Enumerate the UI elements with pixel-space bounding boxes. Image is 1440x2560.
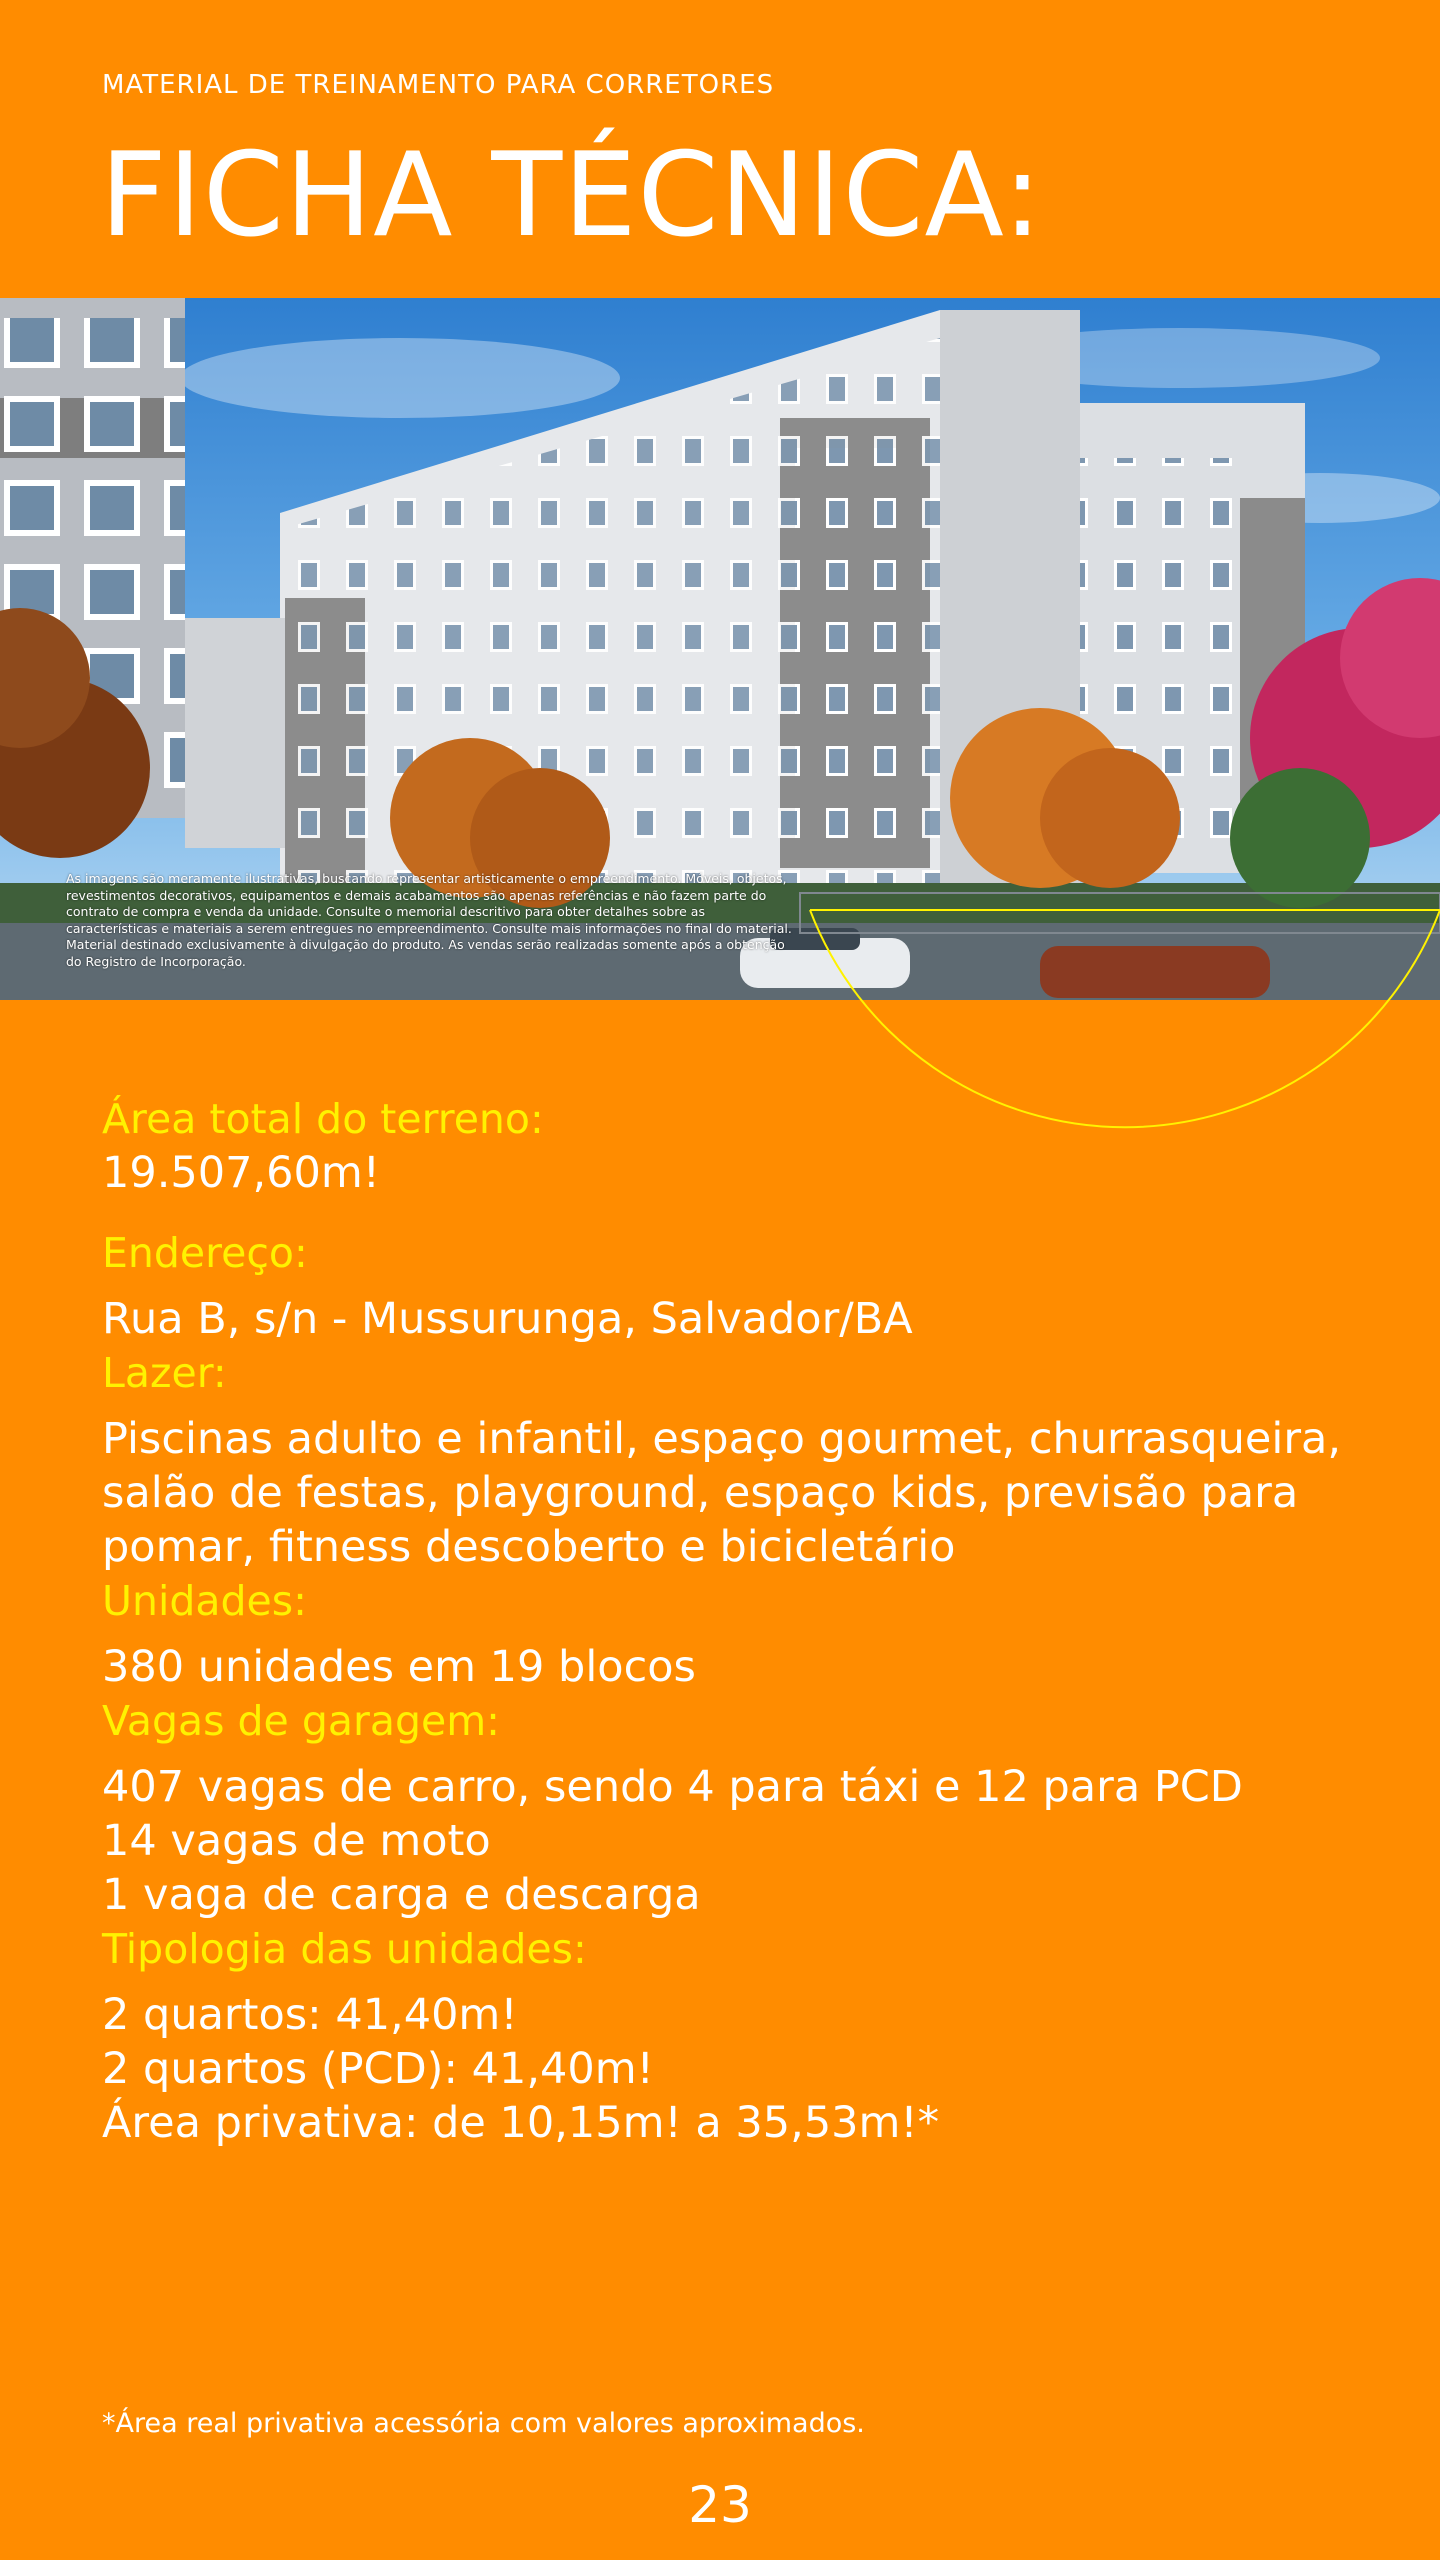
spec-vagas-value (102, 1760, 1402, 1922)
page-number: 23 (688, 2476, 752, 2534)
building-photo (0, 298, 1440, 1000)
footnote: *Área real privativa acessória com valores aproximados. (102, 2408, 865, 2439)
spec-vagas-line: 1 vaga de carga e descarga (102, 1870, 701, 1920)
spec-tipologia-value (102, 1988, 1402, 2150)
spec-area-value (102, 1146, 1402, 1200)
spec-area-label: Área total do terreno: (102, 1095, 544, 1143)
spec-vagas-label: Vagas de garagem: (102, 1697, 500, 1745)
spec-area (102, 1092, 1402, 1200)
spec-vagas-line: 14 vagas de moto (102, 1816, 491, 1866)
header-kicker: MATERIAL DE TREINAMENTO PARA CORRETORES (102, 70, 775, 100)
spec-list (102, 1092, 1402, 2150)
spec-unidades-label: Unidades: (102, 1577, 307, 1625)
spec-vagas (102, 1694, 1402, 1922)
spec-lazer (102, 1346, 1402, 1574)
spec-endereco-line: Rua B, s/n - Mussurunga, Salvador/BA (102, 1294, 913, 1344)
image-disclaimer: As imagens são meramente ilustrativas, buscando representar artisticamente o empreendimento. Móveis, objetos, revestimentos decorativos, equipamentos e demais acabamentos são apenas referências e não fazem parte do contrato de compra e venda da unidade. Consulte o memorial descritivo para obter detalhes sobre as características e materiais a serem entregues no empreendimento. Consulte mais informações no final do material. Material destinado exclusivamente à divulgação do produto. As vendas serão realizadas somente após a obtenção do Registro de Incorporação. (66, 871, 792, 969)
spec-endereco-value (102, 1292, 1402, 1346)
spec-endereco (102, 1226, 1402, 1346)
spec-tipologia-label: Tipologia das unidades: (102, 1925, 587, 1973)
spec-tipologia-line: 2 quartos: 41,40m! (102, 1990, 518, 2040)
spec-unidades (102, 1574, 1402, 1694)
spec-unidades-value (102, 1640, 1402, 1694)
spec-lazer-label: Lazer: (102, 1349, 227, 1397)
spec-unidades-line: 380 unidades em 19 blocos (102, 1642, 696, 1692)
spec-tipologia-line: Área privativa: de 10,15m! a 35,53m!* (102, 2098, 940, 2148)
spec-tipologia-line: 2 quartos (PCD): 41,40m! (102, 2044, 654, 2094)
spec-lazer-line: Piscinas adulto e infantil, espaço gourmet, churrasqueira, (102, 1414, 1342, 1464)
spec-endereco-label: Endereço: (102, 1229, 308, 1277)
spec-lazer-value (102, 1412, 1402, 1574)
page-title: FICHA TÉCNICA: (100, 128, 1043, 263)
spec-area-line: 19.507,60m! (102, 1148, 380, 1198)
spec-tipologia (102, 1922, 1402, 2150)
spec-lazer-line: salão de festas, playground, espaço kids, previsão para (102, 1468, 1299, 1518)
spec-lazer-line: pomar, fitness descoberto e bicicletário (102, 1522, 956, 1572)
spec-vagas-line: 407 vagas de carro, sendo 4 para táxi e 12 para PCD (102, 1762, 1243, 1812)
